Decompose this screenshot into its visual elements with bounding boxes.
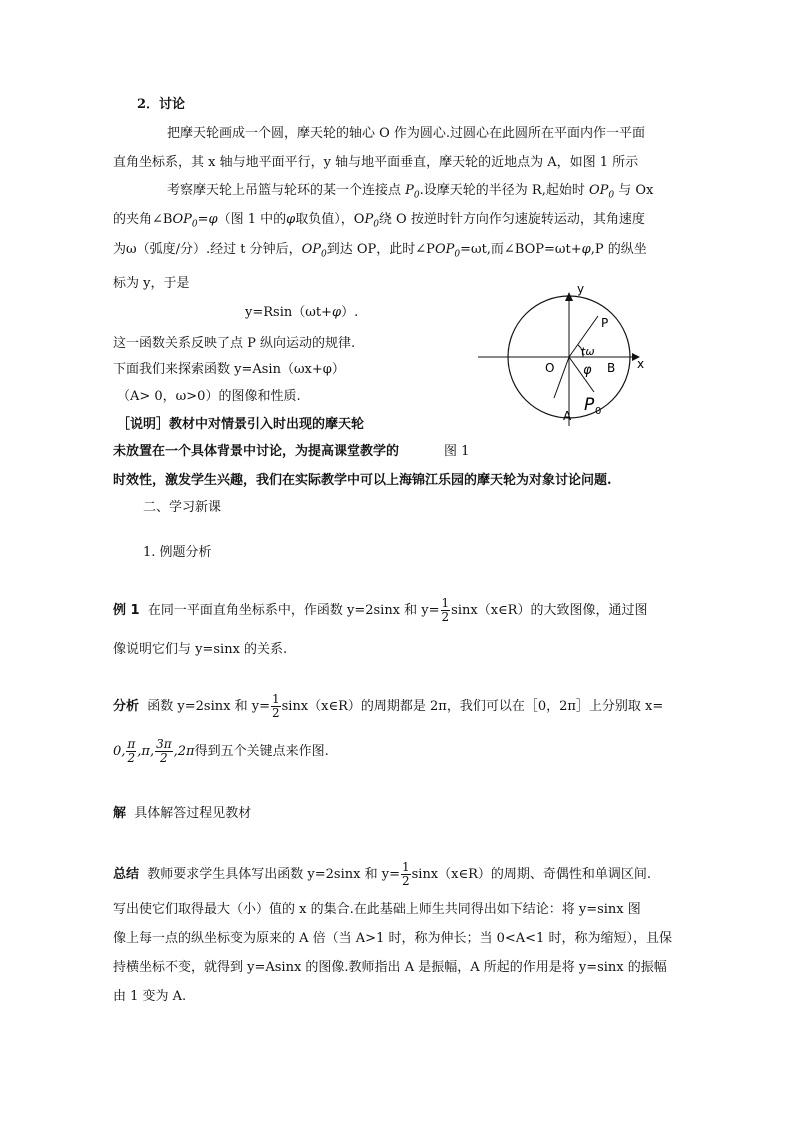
paragraph-line: 这一函数关系反映了点 P 纵向运动的规律. xyxy=(113,336,356,351)
figure-caption: 图 1 xyxy=(444,444,470,459)
paragraph-line: 为ω（弧度/分）.经过 t 分钟后，$OP_0$到达 OP，此时$\angle POP_0=\omega t$,而∠BOP=ωt+φ,P 的纵坐 xyxy=(113,242,647,260)
key-points-line: 0, $\frac{\pi}{2}$ ,π, $\frac{3\pi}{2}$ ,2π得到五个关键点来作图. xyxy=(113,737,329,765)
solution-label: 解 xyxy=(113,806,127,821)
paragraph-line: 的夹角$\angle BOP_0=\varphi$（图 1 中的φ取负值），$OP_0$绕 O 按逆时针方向作匀速旋转运动，其角速度 xyxy=(113,212,645,230)
math-op0: $OP_0$ xyxy=(301,242,327,260)
paragraph-line: 直角坐标系，其 x 轴与地平面平行，y 轴与地平面垂直，摩天轮的近地点为 A，如图 1 所示 xyxy=(113,155,639,170)
math-op0: $OP_0$ xyxy=(172,212,198,230)
paragraph-line: 持横坐标不变，就得到 y=Asinx 的图像.教师指出 A 是振幅，A 所起的作用是将 y=sinx 的振幅 xyxy=(113,960,667,975)
summary-label: 总结 xyxy=(113,867,140,882)
subsection-heading: 1. 例题分析 xyxy=(143,545,212,560)
fraction-3pi-over-2: $\frac{3\pi}{2}$ xyxy=(156,737,172,765)
y-label: y xyxy=(577,282,585,296)
paragraph-line: 考察摩天轮上吊篮与轮环的某一个连接点 $P_0$.设摩天轮的半径为 R,起始时 $OP_0$ 与 Ox xyxy=(167,183,654,201)
formula: y=Rsin（ωt+φ）. xyxy=(245,305,359,320)
paragraph-line: 写出使它们取得最大（小）值的 x 的集合.在此基础上师生共同得出如下结论：将 y=sinx 图 xyxy=(113,902,641,917)
section-heading: 二、学习新课 xyxy=(143,500,222,515)
paragraph-line: 标为 y，于是 xyxy=(113,276,190,291)
math-op0: $OP_0$ xyxy=(434,242,461,260)
ferris-wheel-figure xyxy=(470,280,660,430)
math-p0: $P_0$ xyxy=(405,183,420,201)
point-b-label: B xyxy=(607,361,616,375)
math-p0: $P_0$ xyxy=(364,212,379,230)
analysis-label: 分析 xyxy=(113,699,140,714)
paragraph-line: 像说明它们与 y=sinx 的关系. xyxy=(113,642,288,657)
radius-oa xyxy=(554,357,569,398)
fraction-pi-over-2: $\frac{\pi}{2}$ xyxy=(127,737,136,765)
point-a-label: A xyxy=(563,409,572,423)
x-label: x xyxy=(637,357,645,371)
fraction-one-half: $\frac{1}{2}$ xyxy=(271,692,280,720)
paragraph-line: （A> 0，ω>0）的图像和性质. xyxy=(117,389,301,404)
note-line: 未放置在一个具体背景中讨论，为提高课堂教学的 xyxy=(113,444,400,459)
point-p-label: P xyxy=(601,316,609,330)
point-p0-label: P xyxy=(584,395,595,415)
example-line: 例 1 在同一平面直角坐标系中，作函数 y=2sinx 和 y= $\frac{1}{2}$ sinx（x∈R）的大致图像，通过图 xyxy=(113,596,648,624)
paragraph-line: 下面我们来探索函数 y=Asin（ωx+φ） xyxy=(113,362,345,377)
summary-line: 总结 教师要求学生具体写出函数 y=2sinx 和 y= $\frac{1}{2}$ sinx（x∈R）的周期、奇偶性和单调区间. xyxy=(113,860,652,888)
paragraph-line: 像上每一点的纵坐标变为原来的 A 倍（当 A>1 时，称为伸长；当 0<A<1 时，称为缩短），且保 xyxy=(113,931,672,946)
angle-t-omega-label: tω xyxy=(581,345,595,358)
example-label: 例 1 xyxy=(113,603,140,618)
math-op0: $OP_0$ xyxy=(588,183,615,201)
section-heading: 2．讨论 xyxy=(137,97,186,112)
analysis-line: 分析 函数 y=2sinx 和 y= $\frac{1}{2}$ sinx（x∈R）的周期都是 2π，我们可以在［0，2π］上分别取 x= xyxy=(113,692,664,720)
origin-label: O xyxy=(545,361,555,375)
paragraph-line: 由 1 变为 A. xyxy=(113,989,187,1004)
note-line: 时效性，激发学生兴趣，我们在实际教学中可以上海锦江乐园的摩天轮为对象讨论问题. xyxy=(113,473,612,488)
solution-line: 解 具体解答过程见教材 xyxy=(113,806,252,821)
angle-phi-label: φ xyxy=(583,363,592,378)
point-p0-subscript: 0 xyxy=(595,406,602,417)
note-line: ［说明］教材中对情景引入时出现的摩天轮 xyxy=(117,417,365,432)
fraction-one-half: $\frac{1}{2}$ xyxy=(441,596,450,624)
fraction-one-half: $\frac{1}{2}$ xyxy=(401,860,410,888)
paragraph-line: 把摩天轮画成一个圆，摩天轮的轴心 O 作为圆心.过圆心在此圆所在平面内作一平面 xyxy=(167,126,646,141)
